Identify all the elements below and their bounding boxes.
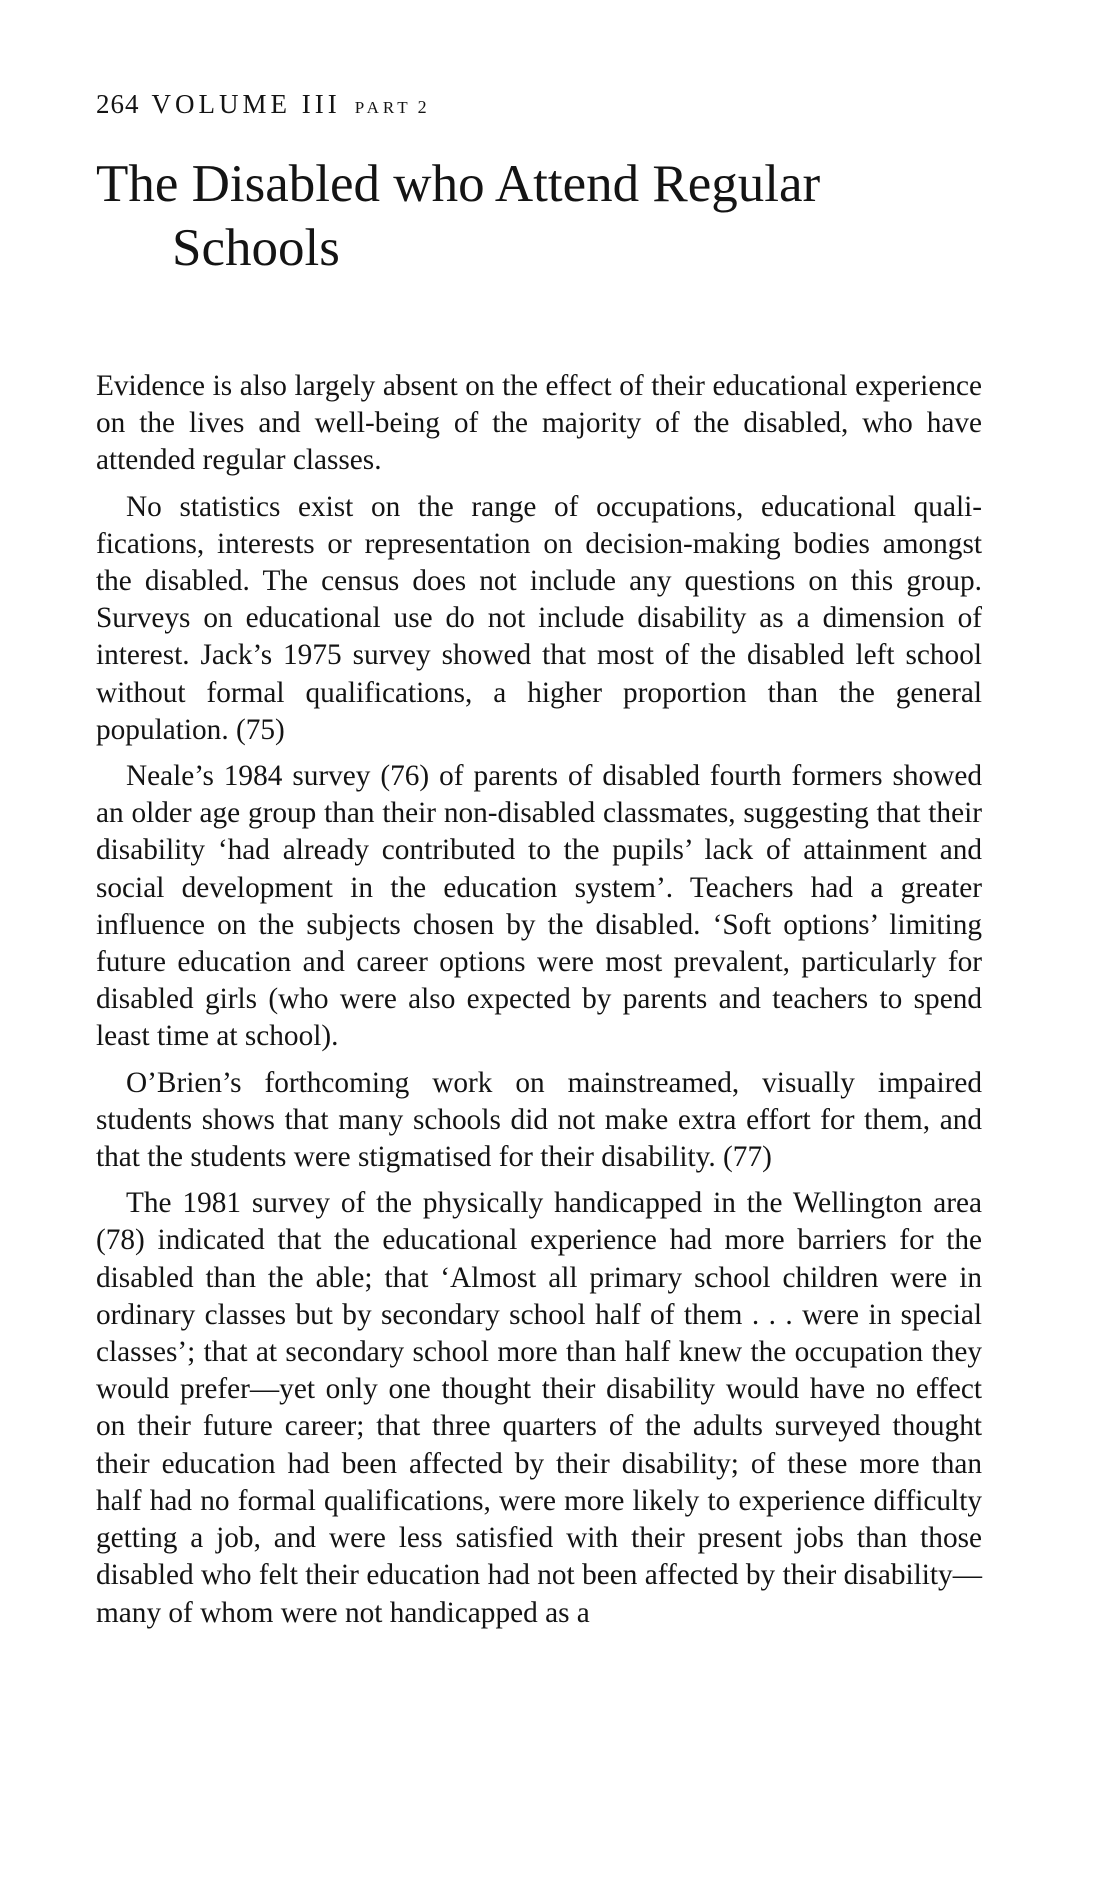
section-title-line-1: The Disabled who Attend Regular	[96, 155, 821, 213]
paragraph: No statistics exist on the range of occupations, educational qualifications, interests or representation on decision-making bodies amongst the disabled. The census does not include any questions on this group. Surveys on educational use do not include disability as a dimension of interest. Jack’s 1975 survey showed that most of the disabled left school without formal qualifications, a higher proportion than the general population. (75)	[96, 490, 982, 746]
page-number: 264	[96, 89, 140, 119]
paragraph: Evidence is also largely absent on the effect of their educational experience on the lives and well-being of the majority of the disabled, who have attended regular classes.	[96, 370, 982, 477]
paragraph: O’Brien’s forthcoming work on mainstreamed, visually impaired students shows that many schools did not make extra effort for them, and that the students were stigmatised for their disability. (77)	[96, 1066, 982, 1174]
section-title-line-2: Schools	[172, 219, 340, 277]
part-label: PART	[354, 98, 412, 117]
running-head	[96, 88, 982, 124]
part-number: 2	[417, 97, 431, 117]
paragraph: The 1981 survey of the physically handicapped in the Wellington area (78) indicated that the educational experience had more barriers for the disabled than the able; that ‘Almost all primary school children were in ordinary classes but by secondary school half of them . . . were in special classes’; that at secondary school more than half knew the occupation they would prefer—yet only one thought their disability would have no effect on their future career; that three quarters of the adults surveyed thought their education had been affected by their disability; of these more than half had no formal qualifications, were more likely to experience difficulty getting a job, and were less satisfied with their present jobs than those disabled who felt their education had not been affected by their disability—many of whom were not handicapped as a	[96, 1187, 982, 1629]
volume-label: VOLUME III	[151, 89, 341, 119]
section-title	[96, 152, 982, 280]
paragraph: Neale’s 1984 survey (76) of parents of disabled fourth formers showed an older age group than their non-disabled classmates, suggesting that their disability ‘had already contributed to the pupils’ lack of attainment and social development in the education system’. Teachers had a greater influence on the subjects chosen by the disabled. ‘Soft options’ limiting future education and career options were most prevalent, particularly for disabled girls (who were also expected by parents and teachers to spend least time at school).	[96, 760, 982, 1053]
book-page	[96, 88, 982, 1641]
body-text	[96, 368, 982, 1632]
